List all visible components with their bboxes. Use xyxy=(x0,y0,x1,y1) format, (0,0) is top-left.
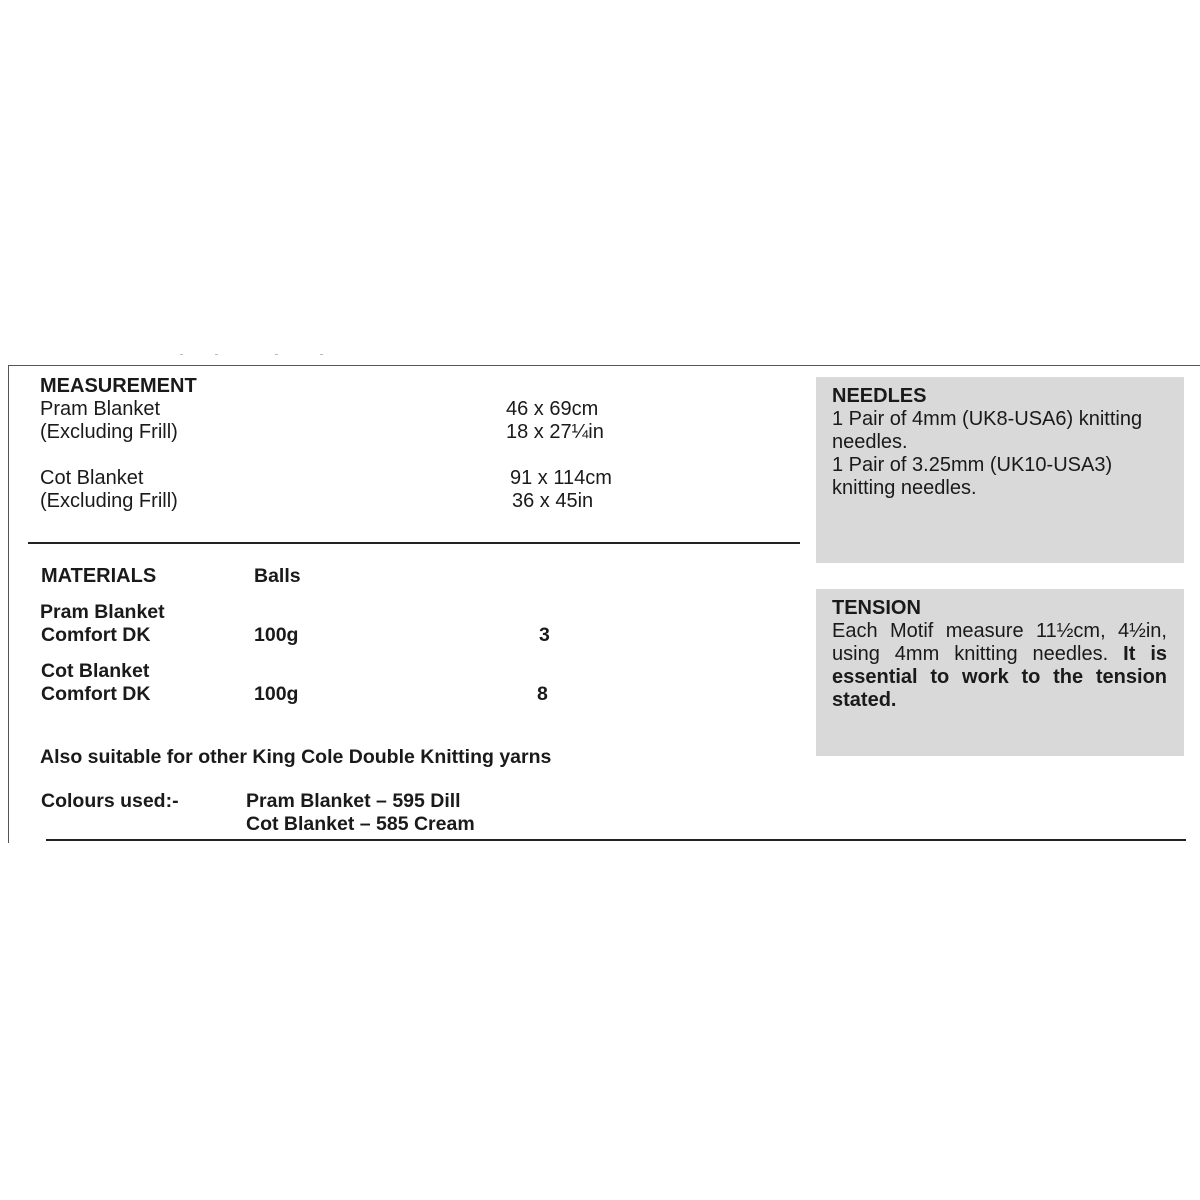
cot-frill-note: (Excluding Frill) xyxy=(40,490,178,512)
decorative-dot xyxy=(215,354,218,355)
materials-cot-weight: 100g xyxy=(254,683,299,705)
cot-size-in: 36 x 45in xyxy=(512,490,594,512)
tension-text-normal: Each Motif measure 11½cm, 4½in, using 4mm knitting needles. xyxy=(832,620,1167,665)
pram-size-cm: 46 x 69cm xyxy=(506,398,599,420)
materials-pram-blanket: Pram Blanket xyxy=(40,601,165,623)
materials-pram-yarn: Comfort DK xyxy=(41,624,151,646)
materials-cot-balls: 8 xyxy=(537,683,548,705)
decorative-dot xyxy=(320,354,323,355)
tension-text xyxy=(832,620,1167,712)
materials-heading: MATERIALS xyxy=(41,565,157,587)
materials-cot-blanket: Cot Blanket xyxy=(41,660,150,682)
pram-frill-note: (Excluding Frill) xyxy=(40,421,178,443)
cot-blanket-label: Cot Blanket xyxy=(40,467,144,489)
materials-pram-balls: 3 xyxy=(539,624,550,646)
needles-line-2: 1 Pair of 3.25mm (UK10-USA3) knitting needles. xyxy=(832,454,1113,499)
balls-column-header: Balls xyxy=(254,565,301,587)
colour-cot: Cot Blanket – 585 Cream xyxy=(246,813,475,835)
pram-blanket-label: Pram Blanket xyxy=(40,398,161,420)
decorative-dot xyxy=(275,354,278,355)
pram-size-in: 18 x 27¼in xyxy=(506,421,604,443)
yarn-suitability-note: Also suitable for other King Cole Double Knitting yarns xyxy=(40,746,552,768)
cot-size-cm: 91 x 114cm xyxy=(510,467,612,489)
colour-pram: Pram Blanket – 595 Dill xyxy=(246,790,461,812)
section-divider xyxy=(28,542,800,544)
materials-cot-yarn: Comfort DK xyxy=(41,683,151,705)
needles-heading: NEEDLES xyxy=(832,385,927,407)
materials-pram-weight: 100g xyxy=(254,624,299,646)
tension-panel xyxy=(816,589,1184,756)
bottom-rule xyxy=(46,839,1186,841)
decorative-dot xyxy=(180,354,183,355)
tension-text-emphasis: It is essential to work to the tension stated. xyxy=(832,643,1168,711)
measurement-heading: MEASUREMENT xyxy=(40,375,197,397)
colours-used-label: Colours used:- xyxy=(41,790,179,812)
needles-panel xyxy=(816,377,1184,563)
needles-line-1: 1 Pair of 4mm (UK8-USA6) knitting needles. xyxy=(832,408,1143,453)
tension-heading: TENSION xyxy=(832,597,921,619)
